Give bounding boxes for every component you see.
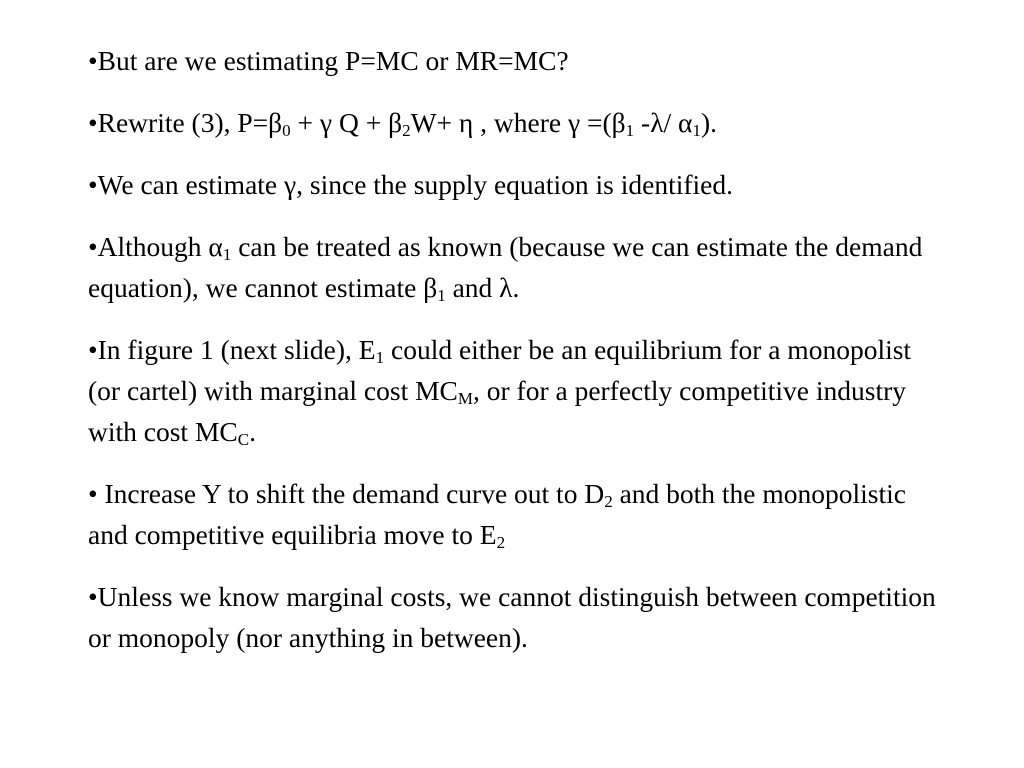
bullet-figure-equilibrium <box>88 329 938 452</box>
subscript: 1 <box>625 121 635 140</box>
text-run: W+ η , where γ =(β <box>410 107 626 138</box>
text-run: •Unless we know marginal costs, we cannot distinguish between competition or monopoly (nor anything in between). <box>88 581 936 653</box>
subscript: 1 <box>437 286 446 305</box>
text-run: could either be an equilibrium for a monopolist (or cartel) with marginal cost MC <box>88 334 912 406</box>
text-run: •Although α <box>88 231 223 262</box>
subscript: 1 <box>375 348 385 367</box>
text-run: •We can estimate γ, since the supply equation is identified. <box>88 169 734 200</box>
text-run: and λ. <box>445 272 520 303</box>
bullet-estimating-question <box>88 40 938 81</box>
bullet-rewrite-equation <box>88 102 938 143</box>
text-run: • Increase Y to shift the demand curve out to D <box>88 478 605 509</box>
text-run: •In figure 1 (next slide), E <box>88 334 376 365</box>
bullet-alpha-known <box>88 226 938 308</box>
bullet-estimate-gamma <box>88 164 938 205</box>
subscript: 2 <box>604 492 613 511</box>
text-run: ). <box>700 107 718 138</box>
subscript: 1 <box>692 121 701 140</box>
bullet-list <box>88 40 938 679</box>
subscript: C <box>237 430 250 449</box>
text-run: , or for a perfectly competitive industry with cost MC <box>88 375 906 447</box>
text-run: •But are we estimating P=MC or MR=MC? <box>88 45 569 76</box>
subscript: 0 <box>282 121 291 140</box>
subscript: 1 <box>222 245 232 264</box>
text-run: can be treated as known (because we can estimate the demand equation), we cannot estimate β <box>88 231 923 303</box>
bullet-unless-marginal-costs <box>88 576 938 658</box>
bullet-increase-y <box>88 473 938 555</box>
text-run: -λ/ α <box>634 107 693 138</box>
text-run: and both the monopolistic and competitive equilibria move to E <box>88 478 906 550</box>
text-run: . <box>249 416 256 447</box>
subscript: M <box>457 389 474 408</box>
text-run: + γ Q + β <box>290 107 403 138</box>
text-run: •Rewrite (3), P=β <box>88 107 283 138</box>
subscript: 2 <box>496 533 506 552</box>
subscript: 2 <box>402 121 411 140</box>
